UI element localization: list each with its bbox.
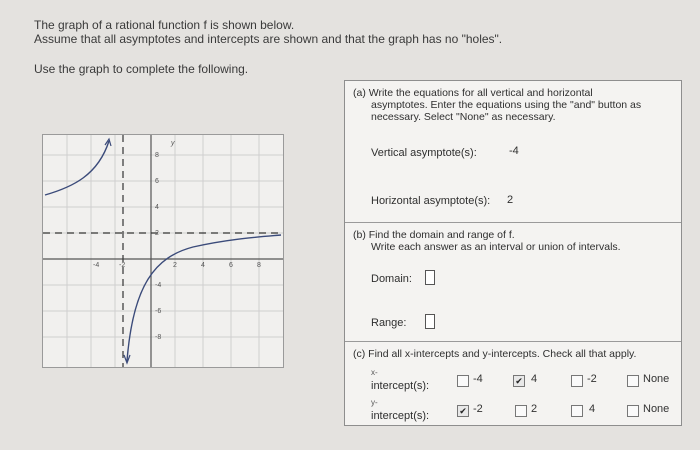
domain-label: Domain:: [371, 273, 412, 285]
x-option-checkbox[interactable]: ✔: [513, 375, 525, 387]
y-tick-label: -6: [155, 308, 162, 315]
x-tick-label: 8: [257, 262, 261, 269]
y-tick-label: -4: [155, 282, 162, 289]
part-b-section: [345, 223, 681, 342]
vertical-asymptote-input[interactable]: -4: [509, 145, 519, 157]
y-option-none-checkbox[interactable]: [627, 405, 639, 417]
x-option-label: None: [643, 373, 670, 385]
y-option-checkbox[interactable]: ✔: [457, 405, 469, 417]
x-intercept-label: intercept(s):: [371, 380, 430, 392]
x-tick-label: 6: [229, 262, 233, 269]
intro-line-1: The graph of a rational function f is shown below.: [34, 18, 295, 32]
x-option-label: -4: [473, 373, 483, 385]
y-option-label: -2: [473, 403, 483, 415]
x-option-label: -2: [587, 373, 597, 385]
part-c-section: [345, 342, 681, 426]
y-axis-label: y: [171, 140, 175, 147]
y-option-label: 2: [531, 403, 538, 415]
grid: [43, 135, 283, 367]
part-a-question: (a) Write the equations for all vertical and horizontal: [353, 87, 593, 99]
y-tick-label: -8: [155, 334, 162, 341]
range-input[interactable]: [425, 314, 435, 329]
y-tick-label: 2: [155, 230, 159, 237]
graph-svg: [43, 135, 283, 367]
x-tick-label: 2: [173, 262, 177, 269]
part-a-question: necessary. Select "None" as necessary.: [371, 111, 556, 123]
x-intercept-label-top: x-: [371, 368, 378, 377]
part-b-question: (b) Find the domain and range of f.: [353, 229, 515, 241]
domain-input[interactable]: [425, 270, 435, 285]
x-option-none-checkbox[interactable]: [627, 375, 639, 387]
horizontal-asymptote-label: Horizontal asymptote(s):: [371, 195, 491, 207]
part-a-question: asymptotes. Enter the equations using the "and" button as: [371, 99, 642, 111]
part-a-section: [345, 81, 681, 223]
x-option-label: 4: [531, 373, 538, 385]
part-b-question: Write each answer as an interval or union of intervals.: [371, 241, 621, 253]
intro-line-3: Use the graph to complete the following.: [34, 62, 249, 76]
y-option-checkbox[interactable]: [571, 405, 583, 417]
y-intercept-label-top: y-: [371, 398, 378, 407]
y-option-label: 4: [589, 403, 596, 415]
x-tick-label: 4: [201, 262, 205, 269]
vertical-asymptote-label: Vertical asymptote(s):: [371, 147, 477, 159]
horizontal-asymptote-input[interactable]: 2: [507, 194, 514, 206]
question-panel: [344, 80, 682, 426]
y-tick-label: 4: [155, 204, 159, 211]
y-intercept-label: intercept(s):: [371, 410, 430, 422]
left-branch: [45, 141, 109, 195]
x-option-checkbox[interactable]: [571, 375, 583, 387]
part-c-question: (c) Find all x-intercepts and y-intercepts. Check all that apply.: [353, 348, 637, 360]
range-label: Range:: [371, 317, 407, 329]
y-tick-label: 8: [155, 152, 159, 159]
intro-line-2: Assume that all asymptotes and intercepts are shown and that the graph has no "holes".: [34, 32, 503, 46]
x-tick-label: -4: [93, 262, 100, 269]
y-option-label: None: [643, 403, 670, 415]
right-branch: [127, 235, 281, 361]
y-tick-label: 6: [155, 178, 159, 185]
function-graph: [42, 134, 284, 368]
x-tick-label: -2: [119, 262, 126, 269]
y-option-checkbox[interactable]: [515, 405, 527, 417]
x-option-checkbox[interactable]: [457, 375, 469, 387]
